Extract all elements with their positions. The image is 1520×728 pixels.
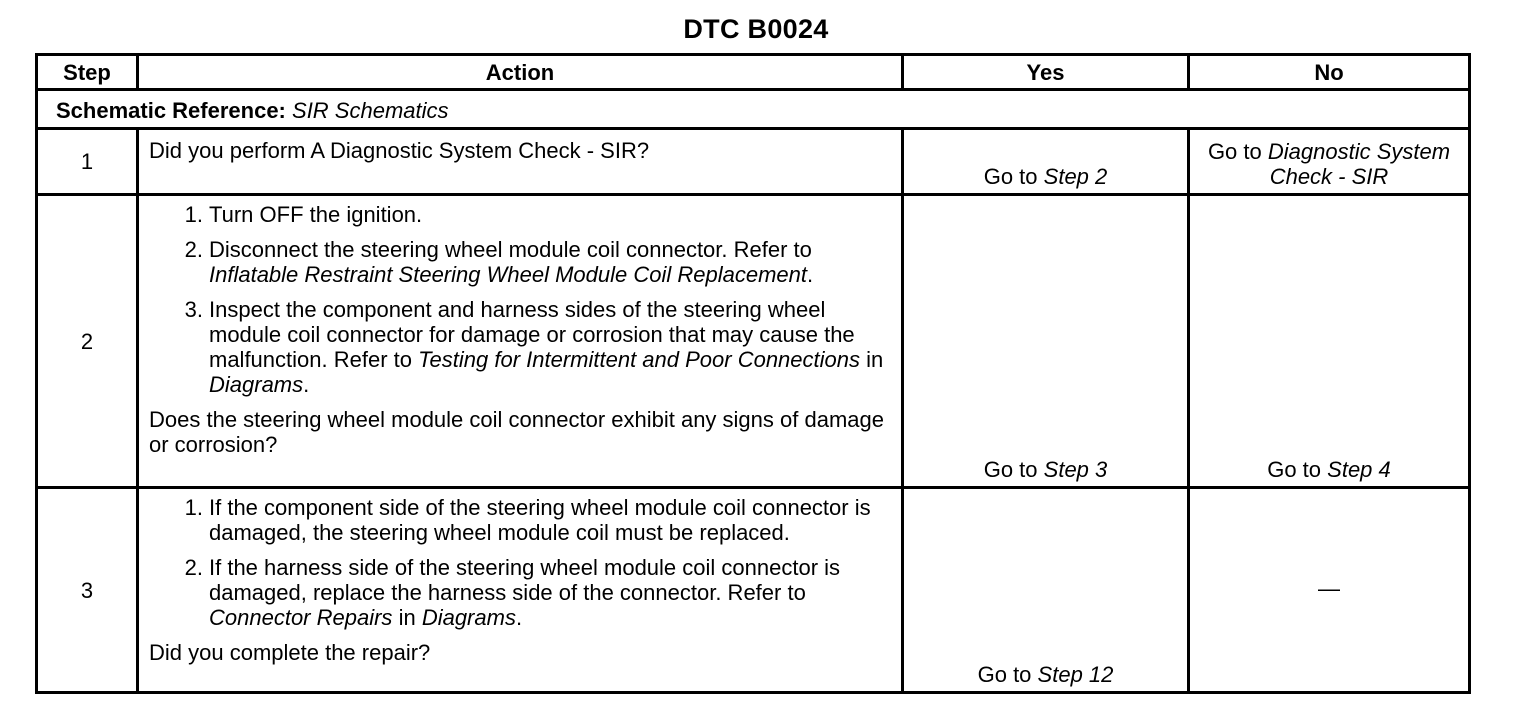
item-mid: in bbox=[398, 605, 416, 630]
list-item bbox=[184, 202, 891, 227]
item-number: 2. bbox=[184, 555, 203, 580]
list-item bbox=[184, 237, 891, 287]
table-row bbox=[37, 195, 1470, 488]
header-no: No bbox=[1189, 55, 1470, 90]
item-tail: . bbox=[515, 605, 523, 630]
header-step: Step bbox=[37, 55, 138, 90]
yes-link[interactable]: Step 12 bbox=[1037, 662, 1114, 687]
item-number: 1. bbox=[184, 495, 203, 520]
item-text: Inspect the component and harness sides of the steering wheel module coil connector for damage or corrosion that may cause the malfunction. Refer to bbox=[209, 297, 855, 372]
yes-link[interactable]: Step 3 bbox=[1043, 457, 1108, 482]
no-dash: — bbox=[1318, 575, 1340, 601]
yes-cell bbox=[903, 195, 1189, 488]
header-row bbox=[37, 55, 1470, 90]
reference-link[interactable]: Connector Repairs bbox=[209, 605, 393, 630]
schematic-link[interactable]: SIR Schematics bbox=[292, 97, 449, 123]
reference-link[interactable]: Inflatable Restraint Steering Wheel Module Coil Replacement bbox=[209, 262, 807, 287]
no-cell bbox=[1189, 129, 1470, 195]
reference-link[interactable]: Diagrams bbox=[209, 372, 304, 397]
step-question: Did you complete the repair? bbox=[149, 640, 431, 665]
action-list bbox=[149, 495, 891, 630]
page-title: DTC B0024 bbox=[683, 14, 829, 44]
list-item bbox=[184, 495, 891, 545]
no-link[interactable]: Diagnostic System Check - SIR bbox=[1267, 139, 1451, 189]
no-prefix: Go to bbox=[1207, 139, 1262, 164]
schematic-label: Schematic Reference: bbox=[56, 97, 286, 123]
header-action: Action bbox=[138, 55, 903, 90]
step-question: Did you perform A Diagnostic System Check - SIR? bbox=[149, 138, 650, 163]
yes-prefix: Go to bbox=[977, 662, 1032, 687]
item-mid: in bbox=[866, 347, 884, 372]
yes-link[interactable]: Step 2 bbox=[1043, 164, 1108, 189]
action-cell bbox=[138, 195, 903, 488]
item-tail: . bbox=[806, 262, 814, 287]
yes-cell bbox=[903, 129, 1189, 195]
step-number: 1 bbox=[37, 129, 138, 195]
yes-cell bbox=[903, 488, 1189, 693]
no-prefix: Go to bbox=[1267, 457, 1322, 482]
reference-link[interactable]: Testing for Intermittent and Poor Connections bbox=[418, 347, 860, 372]
item-text: Turn OFF the ignition. bbox=[209, 202, 423, 227]
item-text: Disconnect the steering wheel module coil connector. Refer to bbox=[209, 237, 812, 262]
item-number: 1. bbox=[184, 202, 203, 227]
yes-prefix: Go to bbox=[983, 164, 1038, 189]
header-yes: Yes bbox=[903, 55, 1189, 90]
step-number: 3 bbox=[37, 488, 138, 693]
step-number: 2 bbox=[37, 195, 138, 488]
step-question: Does the steering wheel module coil connector exhibit any signs of damage or corrosion? bbox=[149, 407, 884, 457]
list-item bbox=[184, 555, 891, 630]
action-cell bbox=[138, 129, 903, 195]
item-text: If the harness side of the steering wheel module coil connector is damaged, replace the harness side of the connector. Refer to bbox=[209, 555, 841, 605]
table-row bbox=[37, 129, 1470, 195]
diagnostic-table bbox=[35, 53, 1471, 694]
schematic-row bbox=[37, 90, 1470, 129]
no-link[interactable]: Step 4 bbox=[1327, 457, 1391, 482]
yes-prefix: Go to bbox=[983, 457, 1038, 482]
item-text: If the component side of the steering wheel module coil connector is damaged, the steering wheel module coil must be replaced. bbox=[209, 495, 871, 545]
action-cell bbox=[138, 488, 903, 693]
list-item bbox=[184, 297, 891, 397]
schematic-reference bbox=[37, 90, 1470, 129]
action-list bbox=[149, 202, 891, 397]
item-number: 3. bbox=[184, 297, 203, 322]
table-row bbox=[37, 488, 1470, 693]
item-number: 2. bbox=[184, 237, 203, 262]
reference-link[interactable]: Diagrams bbox=[421, 605, 516, 630]
no-cell bbox=[1189, 488, 1470, 693]
item-tail: . bbox=[303, 372, 310, 397]
no-cell bbox=[1189, 195, 1470, 488]
